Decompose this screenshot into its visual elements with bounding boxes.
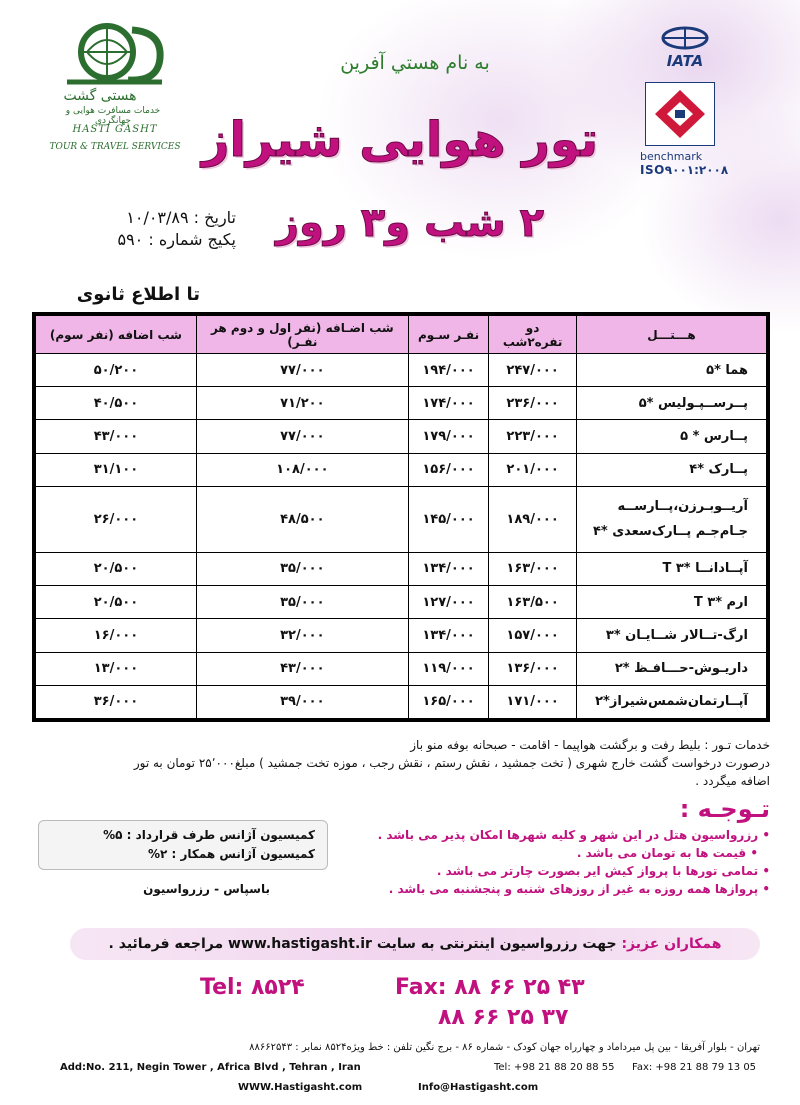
address-fa: تهران - بلوار آفریقا - بین پل میرداماد و چهارراه جهان کودک - شماره ۸۶ - برج نگین تلفن : خط ویژه۸۵۲۴ نمابر : ۸۸۶۶۲۵۴۳ bbox=[249, 1042, 760, 1053]
price-extra: ۳۲/۰۰۰ bbox=[196, 619, 408, 652]
table-row bbox=[36, 685, 767, 718]
table-row bbox=[36, 552, 767, 585]
hotel-cell: هما *۵ bbox=[576, 354, 766, 387]
price-extra: ۷۷/۰۰۰ bbox=[196, 420, 408, 453]
signoff: باسپاس - رزرواسیون bbox=[143, 882, 270, 896]
price-double: ۱۶۳/۰۰۰ bbox=[489, 552, 577, 585]
col-header-hotel: هـــتـــل bbox=[576, 316, 766, 354]
hotel-cell-line1: آریــوبـرزن،پــارســه bbox=[617, 499, 748, 515]
hotel-cell: پــارس * ۵ bbox=[576, 420, 766, 453]
price-extra: ۳۵/۰۰۰ bbox=[196, 586, 408, 619]
price-third: ۱۷۴/۰۰۰ bbox=[408, 387, 488, 420]
logo-subtitle-fa: خدمات مسافرت هوایی و جهانگردی bbox=[65, 106, 161, 126]
price-third: ۱۳۴/۰۰۰ bbox=[408, 619, 488, 652]
tel-number: Tel: ۸۵۲۴ bbox=[200, 975, 305, 1000]
company-logo-icon bbox=[62, 18, 172, 88]
col-header-extra: شب اضـافه (نفر اول و دوم هر نفـر) bbox=[196, 316, 408, 354]
price-extra3: ۲۶/۰۰۰ bbox=[36, 486, 197, 552]
price-extra: ۳۹/۰۰۰ bbox=[196, 685, 408, 718]
notice-label: تا اطلاع ثانوی bbox=[76, 284, 200, 305]
hotel-cell: پــرســپـولیس *۵ bbox=[576, 387, 766, 420]
price-extra: ۷۷/۰۰۰ bbox=[196, 354, 408, 387]
list-item: • تمامی تورها با پرواز کیش ایر بصورت چارتر می باشد . bbox=[436, 864, 770, 878]
attention-list bbox=[340, 826, 770, 898]
attention-title: تـوجـه : bbox=[679, 795, 770, 823]
table-row bbox=[36, 486, 767, 552]
price-double: ۱۸۹/۰۰۰ bbox=[489, 486, 577, 552]
list-item: • پروازها همه روزه به غیر از روزهای شنبه و پنجشنبه می باشد . bbox=[388, 882, 770, 896]
price-double: ۲۲۳/۰۰۰ bbox=[489, 420, 577, 453]
price-extra: ۴۸/۵۰۰ bbox=[196, 486, 408, 552]
price-extra3: ۱۳/۰۰۰ bbox=[36, 652, 197, 685]
page-subtitle: ۲ شب و۳ روز bbox=[275, 200, 545, 246]
price-double: ۱۶۳/۵۰۰ bbox=[489, 586, 577, 619]
page-title: تور هوایی شیراز bbox=[201, 112, 599, 168]
table-row bbox=[36, 453, 767, 486]
table-row bbox=[36, 420, 767, 453]
hotel-cell: آپــارتمان‌شمس‌شیراز*۲ bbox=[576, 685, 766, 718]
hotel-cell: داریـوش-حـــافـظ *۲ bbox=[576, 652, 766, 685]
commission-line: کمیسیون آژانس طرف قرارداد : ۵% bbox=[103, 828, 315, 842]
price-double: ۱۷۱/۰۰۰ bbox=[489, 685, 577, 718]
price-third: ۱۷۹/۰۰۰ bbox=[408, 420, 488, 453]
price-extra: ۳۵/۰۰۰ bbox=[196, 552, 408, 585]
hotel-cell: ارم *۳ T bbox=[576, 586, 766, 619]
partners-banner bbox=[70, 928, 760, 960]
commission-line: کمیسیون آژانس همکار : ۲% bbox=[147, 847, 315, 861]
table-row bbox=[36, 586, 767, 619]
price-double: ۲۳۶/۰۰۰ bbox=[489, 387, 577, 420]
services-line: درصورت درخواست گشت خارج شهری ( تخت جمشید ، نقش رستم ، نقش رجب ، موزه تخت جمشید ) مبلغ۲۵٬۰۰۰ تومان به تور bbox=[133, 756, 770, 770]
price-double: ۲۴۷/۰۰۰ bbox=[489, 354, 577, 387]
partners-lead: همکاران عزیز: bbox=[621, 936, 722, 952]
price-extra3: ۳۱/۱۰۰ bbox=[36, 453, 197, 486]
price-third: ۱۲۷/۰۰۰ bbox=[408, 586, 488, 619]
benchmark-label: benchmark bbox=[640, 150, 703, 163]
price-third: ۱۶۵/۰۰۰ bbox=[408, 685, 488, 718]
price-extra: ۷۱/۲۰۰ bbox=[196, 387, 408, 420]
logo-subtitle-en: TOUR & TRAVEL SERVICES bbox=[49, 142, 181, 152]
price-extra3: ۱۶/۰۰۰ bbox=[36, 619, 197, 652]
price-table bbox=[32, 312, 770, 722]
list-item: • رزرواسیون هتل در این شهر و کلیه شهرها امکان پذیر می باشد . bbox=[377, 828, 770, 842]
hotel-cell: آپــادانــا *۳ T bbox=[576, 552, 766, 585]
fax-number-2: ۸۸ ۶۶ ۲۵ ۳۷ bbox=[438, 1005, 569, 1030]
partners-text[interactable]: جهت رزرواسیون اینترنتی به سایت www.hastigasht.ir مراجعه فرمائید . bbox=[108, 936, 622, 952]
col-header-extra3: شب اضافه (نفر سوم) bbox=[36, 316, 197, 354]
table-row bbox=[36, 354, 767, 387]
price-third: ۱۳۴/۰۰۰ bbox=[408, 552, 488, 585]
website-link[interactable]: WWW.Hastigasht.com bbox=[238, 1082, 363, 1093]
price-third: ۱۹۴/۰۰۰ bbox=[408, 354, 488, 387]
commission-box bbox=[38, 820, 328, 870]
price-third: ۱۱۹/۰۰۰ bbox=[408, 652, 488, 685]
tour-services bbox=[40, 736, 770, 790]
table-row bbox=[36, 619, 767, 652]
fax-number: Fax: ۸۸ ۶۶ ۲۵ ۴۳ bbox=[395, 975, 585, 1000]
price-third: ۱۵۶/۰۰۰ bbox=[408, 453, 488, 486]
price-extra3: ۴۰/۵۰۰ bbox=[36, 387, 197, 420]
price-extra3: ۲۰/۵۰۰ bbox=[36, 552, 197, 585]
package-line: پکیج شماره : ۵۹۰ bbox=[117, 230, 236, 249]
address-en-row bbox=[60, 1062, 760, 1073]
date-line: تاریخ : ۱۰/۰۳/۸۹ bbox=[126, 208, 236, 227]
iso-label: ISO۹۰۰۱:۲۰۰۸ bbox=[640, 163, 729, 177]
price-extra3: ۳۶/۰۰۰ bbox=[36, 685, 197, 718]
price-extra3: ۴۳/۰۰۰ bbox=[36, 420, 197, 453]
col-header-third: نفـر سـوم bbox=[408, 316, 488, 354]
price-extra3: ۵۰/۲۰۰ bbox=[36, 354, 197, 387]
tel-en: Tel: +98 21 88 20 88 55 bbox=[494, 1062, 615, 1073]
services-line: خدمات تـور : بلیط رفت و برگشت هواپیما - اقامت - صبحانه بوفه منو باز bbox=[410, 738, 770, 752]
price-extra3: ۲۰/۵۰۰ bbox=[36, 586, 197, 619]
logo-name-fa: هستی گشت bbox=[63, 88, 137, 104]
col-header-double: دو تفره۲شب bbox=[489, 316, 577, 354]
table-row bbox=[36, 652, 767, 685]
basmala: به نام هستي آفرين bbox=[340, 52, 490, 74]
list-item: • قیمت ها به تومان می باشد . bbox=[576, 846, 758, 860]
fax-en: Fax: +98 21 88 79 13 05 bbox=[632, 1062, 757, 1073]
hotel-cell: ارگ-تــالار شــایـان *۳ bbox=[576, 619, 766, 652]
price-double: ۱۳۶/۰۰۰ bbox=[489, 652, 577, 685]
price-extra: ۴۳/۰۰۰ bbox=[196, 652, 408, 685]
iata-logo-icon bbox=[640, 24, 730, 68]
table-row bbox=[36, 387, 767, 420]
hotel-cell bbox=[576, 486, 766, 552]
address-en: Add:No. 211, Negin Tower , Africa Blvd , Tehran , Iran bbox=[60, 1062, 361, 1073]
iata-label: IATA bbox=[666, 52, 704, 68]
services-line: اضافه میگردد . bbox=[695, 774, 770, 788]
price-third: ۱۴۵/۰۰۰ bbox=[408, 486, 488, 552]
benchmark-logo-icon bbox=[645, 82, 715, 146]
hotel-cell-line2: جـام‌جـم پــارک‌سعدی *۴ bbox=[592, 524, 748, 540]
hotel-cell: پــارک *۴ bbox=[576, 453, 766, 486]
email-link[interactable]: Info@Hastigasht.com bbox=[418, 1082, 539, 1093]
price-double: ۱۵۷/۰۰۰ bbox=[489, 619, 577, 652]
price-extra: ۱۰۸/۰۰۰ bbox=[196, 453, 408, 486]
logo-name-en: HASTI GASHT bbox=[72, 124, 158, 135]
price-double: ۲۰۱/۰۰۰ bbox=[489, 453, 577, 486]
